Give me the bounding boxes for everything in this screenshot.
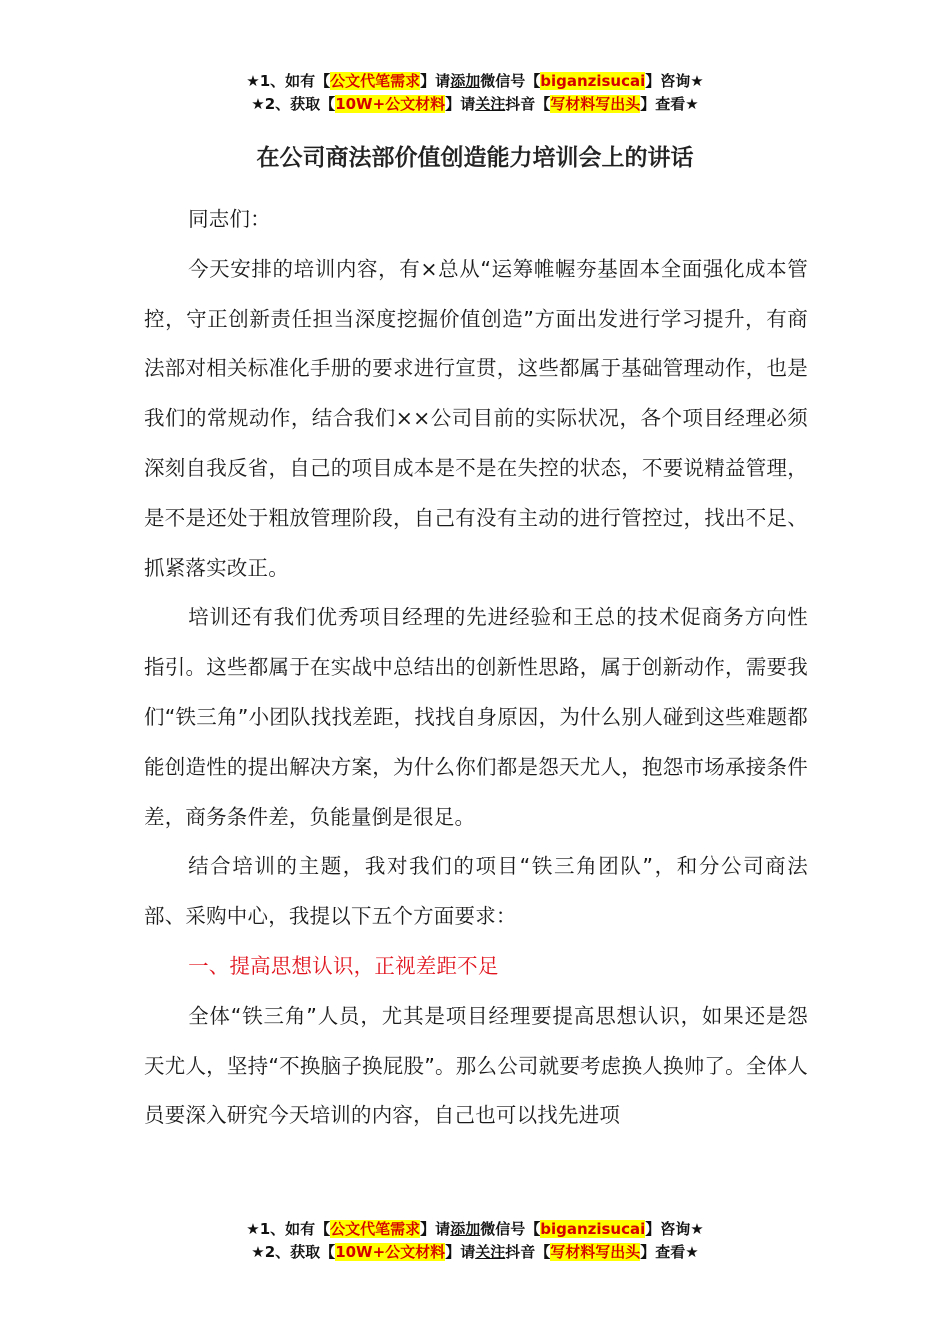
document-body — [144, 195, 808, 1141]
banner-highlight: 10W+公文材料 — [335, 1243, 446, 1261]
banner-text: 微信号【 — [480, 72, 541, 90]
paragraph: 结合培训的主题，我对我们的项目“铁三角团队”，和分公司商法部、采购中心，我提以下五个方面要求： — [144, 854, 808, 929]
banner-text: 】请 — [420, 1220, 451, 1238]
banner-text: 】请 — [420, 72, 451, 90]
paragraph: 全体“铁三角”人员，尤其是项目经理要提高思想认识，如果还是怨天尤人，坚持“不换脑子换屁股”。那么公司就要考虑换人换帅了。全体人员要深入研究今天培训的内容，自己也可以找先进项 — [144, 1003, 808, 1128]
banner-text: 】咨询★ — [645, 1220, 704, 1238]
banner-highlight: 写材料写出头 — [550, 95, 641, 113]
banner-emphasis: 添加 — [450, 72, 481, 90]
banner-emphasis: 添加 — [450, 1220, 481, 1238]
banner-line-2 — [0, 1241, 950, 1264]
paragraph: 培训还有我们优秀项目经理的先进经验和王总的技术促商务方向性指引。这些都属于在实战中总结出的创新性思路，属于创新动作，需要我们“铁三角”小团队找找差距，找找自身原因，为什么别人碰到这些难题都能创造性的提出解决方案，为什么你们都是怨天尤人，抱怨市场承接条件差，商务条件差，负能量倒是很足。 — [144, 605, 808, 829]
banner-text: 微信号【 — [480, 1220, 541, 1238]
section-heading: 一、提高思想认识，正视差距不足 — [188, 953, 499, 978]
banner-text: 】请 — [445, 1243, 476, 1261]
banner-text: ★2、获取【 — [251, 1243, 336, 1261]
footer-banner — [0, 1218, 950, 1264]
banner-text: ★1、如有【 — [246, 1220, 331, 1238]
banner-text: 】查看★ — [640, 1243, 699, 1261]
paragraph: 今天安排的培训内容，有×总从“运筹帷幄夯基固本全面强化成本管控，守正创新责任担当深度挖掘价值创造”方面出发进行学习提升，有商法部对相关标准化手册的要求进行宣贯，这些都属于基础管理动作，也是我们的常规动作，结合我们××公司目前的实际状况，各个项目经理必须深刻自我反省，自己的项目成本是不是在失控的状态，不要说精益管理，是不是还处于粗放管理阶段，自己有没有主动的进行管控过，找出不足、抓紧落实改正。 — [144, 256, 808, 580]
banner-line-2 — [0, 93, 950, 116]
banner-text: 】查看★ — [640, 95, 699, 113]
banner-text: 抖音【 — [505, 95, 551, 113]
banner-highlight: biganzisucai — [540, 1220, 646, 1238]
header-banner — [0, 70, 950, 116]
banner-highlight: 写材料写出头 — [550, 1243, 641, 1261]
banner-line-1 — [0, 1218, 950, 1241]
banner-text: 】请 — [445, 95, 476, 113]
banner-highlight: 公文代笔需求 — [330, 72, 421, 90]
banner-highlight: 公文代笔需求 — [330, 1220, 421, 1238]
salutation: 同志们： — [188, 207, 271, 231]
banner-highlight: biganzisucai — [540, 72, 646, 90]
banner-highlight: 10W+公文材料 — [335, 95, 446, 113]
document-title: 在公司商法部价值创造能力培训会上的讲话 — [256, 145, 694, 171]
banner-line-1 — [0, 70, 950, 93]
banner-text: ★1、如有【 — [246, 72, 331, 90]
banner-emphasis: 关注 — [475, 1243, 506, 1261]
banner-text: 抖音【 — [505, 1243, 551, 1261]
banner-emphasis: 关注 — [475, 95, 506, 113]
banner-text: 】咨询★ — [645, 72, 704, 90]
banner-text: ★2、获取【 — [251, 95, 336, 113]
